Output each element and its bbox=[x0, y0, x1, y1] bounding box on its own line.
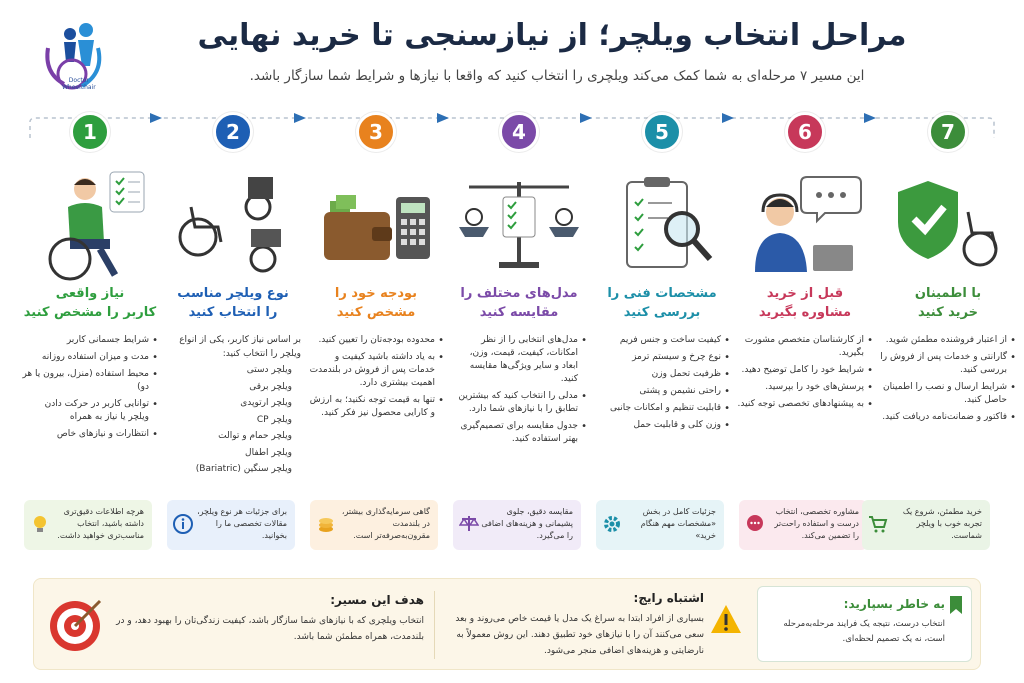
step-checklist bbox=[880, 334, 1016, 428]
info-icon bbox=[173, 514, 193, 534]
list-item: • جدول مقایسه برای تصمیم‌گیری بهتر استفاده کنید. bbox=[451, 420, 587, 446]
list-item: • وزن کلی و قابلیت حمل bbox=[594, 419, 730, 432]
step-checklist bbox=[22, 334, 158, 445]
list-item: • از اعتبار فروشنده مطمئن شوید. bbox=[880, 334, 1016, 347]
list-item: • از کارشناسان متخصص مشورت بگیرید. bbox=[737, 334, 873, 360]
tip-box-5: جزئیات کامل در بخش «مشخصات مهم هنگام خرید» bbox=[596, 500, 724, 550]
remember-text: انتخاب درست، نتیجه یک فرایند مرحله‌به‌مرحله است، نه یک تصمیم لحظه‌ای. bbox=[783, 619, 945, 644]
list-item: • مدت و میزان استفاده روزانه bbox=[22, 351, 158, 364]
remember-box bbox=[757, 586, 972, 662]
scale-icon bbox=[459, 514, 479, 534]
tip-box-3: گاهی سرمایه‌گذاری بیشتر، در بلندمدت مقرون‌به‌صرفه‌تر است. bbox=[310, 500, 438, 550]
step-3 bbox=[306, 112, 446, 472]
list-item: ویلچر دستی bbox=[246, 365, 292, 375]
step-title: بودجه خود را مشخص کنید bbox=[334, 286, 418, 320]
remember-title: به خاطر بسپارید: bbox=[843, 597, 945, 611]
list-item: • به یاد داشته باشید کیفیت و خدمات پس از فروش در بلندمدت اهمیت بیشتری دارد. bbox=[308, 351, 444, 390]
list-item: • ظرفیت تحمل وزن bbox=[594, 368, 730, 381]
list-item: • پرسش‌های خود را بپرسید. bbox=[737, 381, 873, 394]
tip-box-2: برای جزئیات هر نوع ویلچر، مقالات تخصصی ما را بخوانید. bbox=[167, 500, 295, 550]
tip-box-6: مشاوره تخصصی، انتخاب درست و استفاده راحت‌تر را تضمین می‌کند. bbox=[739, 500, 867, 550]
step-checklist bbox=[737, 334, 873, 415]
goal-title: هدف این مسیر: bbox=[330, 593, 424, 607]
clipboard-magnifier-icon bbox=[602, 167, 722, 282]
step-checklist bbox=[594, 334, 730, 436]
coins-icon bbox=[316, 514, 336, 534]
list-item: • محدوده بودجه‌تان را تعیین کنید. bbox=[308, 334, 444, 347]
step-number: 2 bbox=[213, 112, 253, 152]
step-intro: بر اساس نیاز کاربر، یکی از انواع ویلچر را انتخاب کنید: bbox=[179, 335, 301, 359]
list-item: • محیط استفاده (منزل، بیرون یا هر دو) bbox=[22, 368, 158, 394]
list-item: • شرایط ارسال و نصب را اطمینان حاصل کنید. bbox=[880, 381, 1016, 407]
mistake-text: بسیاری از افراد ابتدا به سراغ یک مدل یا قیمت خاص می‌روند و بعد سعی می‌کنند آن را با نیازهای خود تطبیق دهند. این روش معمولاً به نارضایتی و هزینه‌های اضافی منجر می‌شود. bbox=[455, 614, 704, 656]
list-item: • توانایی کاربر در حرکت دادن ویلچر یا نیاز به همراه bbox=[22, 398, 158, 424]
step-number: 3 bbox=[356, 112, 396, 152]
step-title: نوع ویلچر مناسب را انتخاب کنید bbox=[177, 286, 289, 320]
comparison-scale-icon bbox=[459, 167, 579, 282]
step-6 bbox=[735, 112, 875, 472]
list-item: • قابلیت تنظیم و امکانات جانبی bbox=[594, 402, 730, 415]
chat-icon bbox=[745, 514, 765, 534]
step-number: 6 bbox=[785, 112, 825, 152]
summary-panel bbox=[33, 578, 981, 670]
warning-icon bbox=[709, 603, 743, 635]
list-item: • شرایط جسمانی کاربر bbox=[22, 334, 158, 347]
step-title: مشخصات فنی را بررسی کنید bbox=[607, 286, 717, 320]
tip-box-4: مقایسه دقیق، جلوی پشیمانی و هزینه‌های اضافی را می‌گیرد. bbox=[453, 500, 581, 550]
step-title: با اطمینان خرید کنید bbox=[914, 286, 982, 320]
gear-icon bbox=[602, 514, 622, 534]
page-title: مراحل انتخاب ویلچر؛ از نیازسنجی تا خرید نهایی bbox=[197, 18, 907, 53]
list-item: • به پیشنهادهای تخصصی توجه کنید. bbox=[737, 398, 873, 411]
consultant-headset-icon bbox=[745, 167, 865, 282]
step-checklist bbox=[451, 334, 587, 450]
list-item: • انتظارات و نیازهای خاص bbox=[22, 428, 158, 441]
list-item: ویلچر سنگین (Bariatric) bbox=[195, 464, 292, 474]
goal-text: انتخاب ویلچری که با نیازهای شما سازگار باشد، کیفیت زندگی‌تان را بهبود دهد، و در بلندمدت، همراه مطمئن شما باشد. bbox=[116, 616, 424, 642]
list-item: • گارانتی و خدمات پس از فروش را بررسی کنید. bbox=[880, 351, 1016, 377]
step-number: 1 bbox=[70, 112, 110, 152]
mistake-section bbox=[446, 579, 704, 671]
bookmark-icon bbox=[949, 595, 963, 615]
step-2 bbox=[163, 112, 303, 472]
list-item: • تنها به قیمت توجه نکنید؛ به ارزش و کارایی محصول نیز فکر کنید. bbox=[308, 394, 444, 420]
list-item: • مدلی را انتخاب کنید که بیشترین تطابق را با نیازهای شما دارد. bbox=[451, 390, 587, 416]
step-title: مدل‌های مختلف را مقایسه کنید bbox=[460, 286, 578, 320]
divider bbox=[434, 591, 435, 659]
lightbulb-icon bbox=[30, 514, 50, 534]
goal-section bbox=[114, 579, 424, 671]
step-1 bbox=[20, 112, 160, 472]
wallet-calculator-icon bbox=[316, 167, 436, 282]
list-item: • راحتی نشیمن و پشتی bbox=[594, 385, 730, 398]
step-number: 5 bbox=[642, 112, 682, 152]
thinking-person-wheelchair-icon bbox=[30, 167, 150, 282]
step-checklist bbox=[308, 334, 444, 424]
page-subtitle: این مسیر ۷ مرحله‌ای به شما کمک می‌کند ویلچری را انتخاب کنید که واقعا با نیازها و شرایط شما سازگار باشد. bbox=[249, 68, 865, 84]
list-item: • نوع چرخ و سیستم ترمز bbox=[594, 351, 730, 364]
list-item: ویلچر CP bbox=[256, 414, 292, 425]
step-checklist bbox=[165, 334, 301, 480]
mistake-title: اشتباه رایج: bbox=[633, 591, 704, 605]
step-7 bbox=[878, 112, 1018, 472]
list-item: ویلچر برقی bbox=[249, 381, 292, 392]
list-item: • مدل‌های انتخابی را از نظر امکانات، کیفیت، قیمت، وزن، ابعاد و سایر ویژگی‌ها مقایسه کنید. bbox=[451, 334, 587, 386]
step-number: 7 bbox=[928, 112, 968, 152]
list-item: • کیفیت ساخت و جنس فریم bbox=[594, 334, 730, 347]
shield-check-wheelchair-icon bbox=[888, 167, 1008, 282]
list-item: • شرایط خود را کامل توضیح دهید. bbox=[737, 364, 873, 377]
wheelchair-types-icon bbox=[173, 167, 293, 282]
tip-box-7: خرید مطمئن، شروع یک تجربه خوب با ویلچر شماست. bbox=[862, 500, 990, 550]
target-icon bbox=[48, 595, 106, 653]
step-title: قبل از خرید مشاوره بگیرید bbox=[758, 286, 852, 320]
tip-box-1: هرچه اطلاعات دقیق‌تری داشته باشید، انتخاب مناسب‌تری خواهید داشت. bbox=[24, 500, 152, 550]
step-4 bbox=[449, 112, 589, 472]
step-5 bbox=[592, 112, 732, 472]
list-item: ویلچر اطفال bbox=[245, 447, 292, 458]
list-item: • فاکتور و ضمانت‌نامه دریافت کنید. bbox=[880, 411, 1016, 424]
step-number: 4 bbox=[499, 112, 539, 152]
cart-icon bbox=[868, 514, 888, 534]
list-item: ویلچر ارتوپدی bbox=[240, 398, 292, 408]
list-item: ویلچر حمام و توالت bbox=[218, 431, 292, 441]
logo-text: Doctor Wheelchair bbox=[62, 77, 96, 91]
step-title: نیاز واقعی کاربر را مشخص کنید bbox=[23, 286, 157, 320]
